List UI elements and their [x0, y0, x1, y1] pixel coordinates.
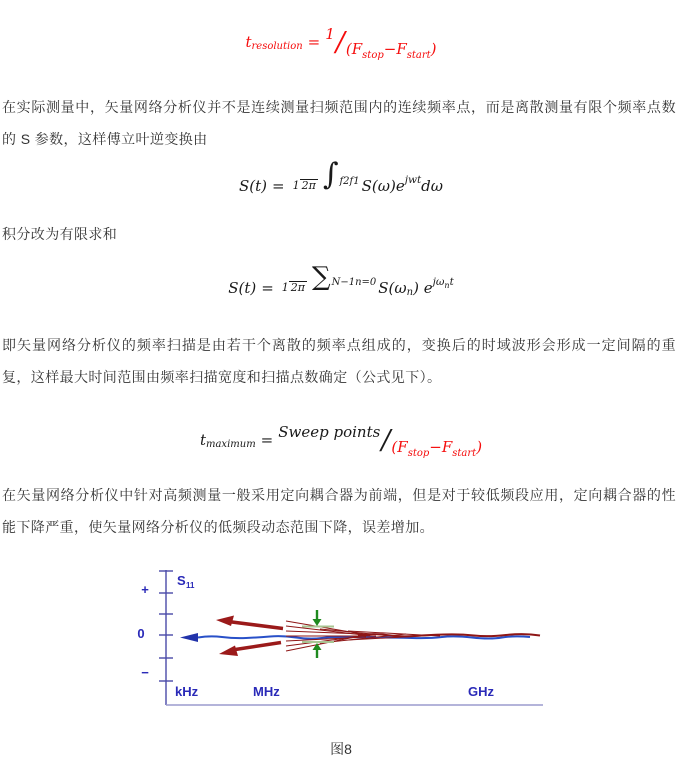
- formula-lhs: S(t): [238, 177, 267, 195]
- s11-frequency-figure: [120, 565, 570, 717]
- exponent: jωnt: [432, 276, 454, 290]
- s11-label-subscript: 11: [186, 581, 195, 590]
- summand: S(ω: [378, 279, 407, 297]
- fraction-slash: /: [335, 26, 345, 58]
- integral-operator: [322, 157, 360, 212]
- integrand: S(ω)e: [361, 177, 405, 195]
- numerator: 1: [325, 25, 335, 43]
- formula-term: t: [245, 33, 252, 51]
- fraction: 1 2π: [281, 281, 306, 295]
- omega-subscript: n: [406, 286, 414, 298]
- summand-tail: ) e: [413, 279, 433, 297]
- denominator: (Fstop−Fstart): [345, 40, 437, 61]
- red-arrow-up-head: [216, 616, 234, 627]
- formula-resolution: [0, 22, 682, 62]
- red-arrow-down-shaft: [232, 643, 281, 651]
- equals-sign: =: [260, 431, 274, 449]
- red-arrow-up-shaft: [228, 622, 283, 629]
- figure-caption: 图8: [330, 741, 352, 757]
- paragraph-2: 积分改为有限求和: [2, 226, 118, 242]
- y-label-zero: 0: [137, 626, 145, 641]
- x-label-khz: kHz: [175, 684, 199, 699]
- y-label-plus: +: [141, 582, 149, 597]
- s11-label: S: [177, 573, 186, 588]
- paragraph-1: 在实际测量中，矢量网络分析仪并不是连续测量扫频范围内的连续频率点，而是离散测量有限个频率点数的 S 参数，这样傅立叶逆变换由: [2, 99, 676, 147]
- sum-operator: [312, 261, 377, 313]
- sum-upper-limit: N−1: [331, 276, 356, 288]
- formula-lhs: S(t): [228, 279, 257, 297]
- x-label-mhz: MHz: [253, 684, 280, 699]
- formula-inverse-fourier: [0, 157, 682, 208]
- integral-lower-limit: f1: [349, 176, 360, 187]
- formula-subscript: maximum: [205, 438, 256, 450]
- exponent: jwt: [404, 174, 422, 186]
- red-arrow-down-head: [219, 646, 238, 657]
- differential: dω: [421, 177, 444, 195]
- paragraph-3: 即矢量网络分析仪的频率扫描是由若干个离散的频率点组成的，变换后的时域波形会形成一定间隔的重复，这样最大时间范围由频率扫描宽度和扫描点数确定（公式见下）。: [2, 337, 676, 385]
- formula-t-maximum: [0, 416, 682, 464]
- paragraph-4: 在矢量网络分析仪中针对高频测量一般采用定向耦合器为前端，但是对于较低频段应用，定向耦合器的性能下降严重，使矢量网络分析仪的低频段动态范围下降，误差增加。: [2, 487, 676, 535]
- y-label-minus: −: [141, 665, 149, 680]
- fraction-slash: /: [381, 424, 391, 456]
- numerator: Sweep points: [278, 423, 381, 441]
- blue-arrow-left: [180, 633, 198, 642]
- equals-sign: =: [261, 279, 274, 297]
- sigma-sign: ∑: [312, 261, 331, 292]
- denominator: (Fstop−Fstart): [391, 438, 483, 459]
- formula-discrete-sum: [0, 261, 682, 312]
- integral-upper-limit: f2: [339, 176, 350, 187]
- equals-sign: =: [307, 33, 321, 51]
- sum-lower-limit: n=0: [355, 276, 377, 288]
- green-arrow-down-head: [313, 619, 322, 626]
- formula-subscript: resolution: [251, 40, 303, 52]
- fraction: 1 2π: [292, 179, 316, 193]
- equals-sign: =: [272, 177, 285, 195]
- integral-sign: ∫: [322, 157, 339, 192]
- formula-term: t: [199, 431, 206, 449]
- x-label-ghz: GHz: [468, 684, 494, 699]
